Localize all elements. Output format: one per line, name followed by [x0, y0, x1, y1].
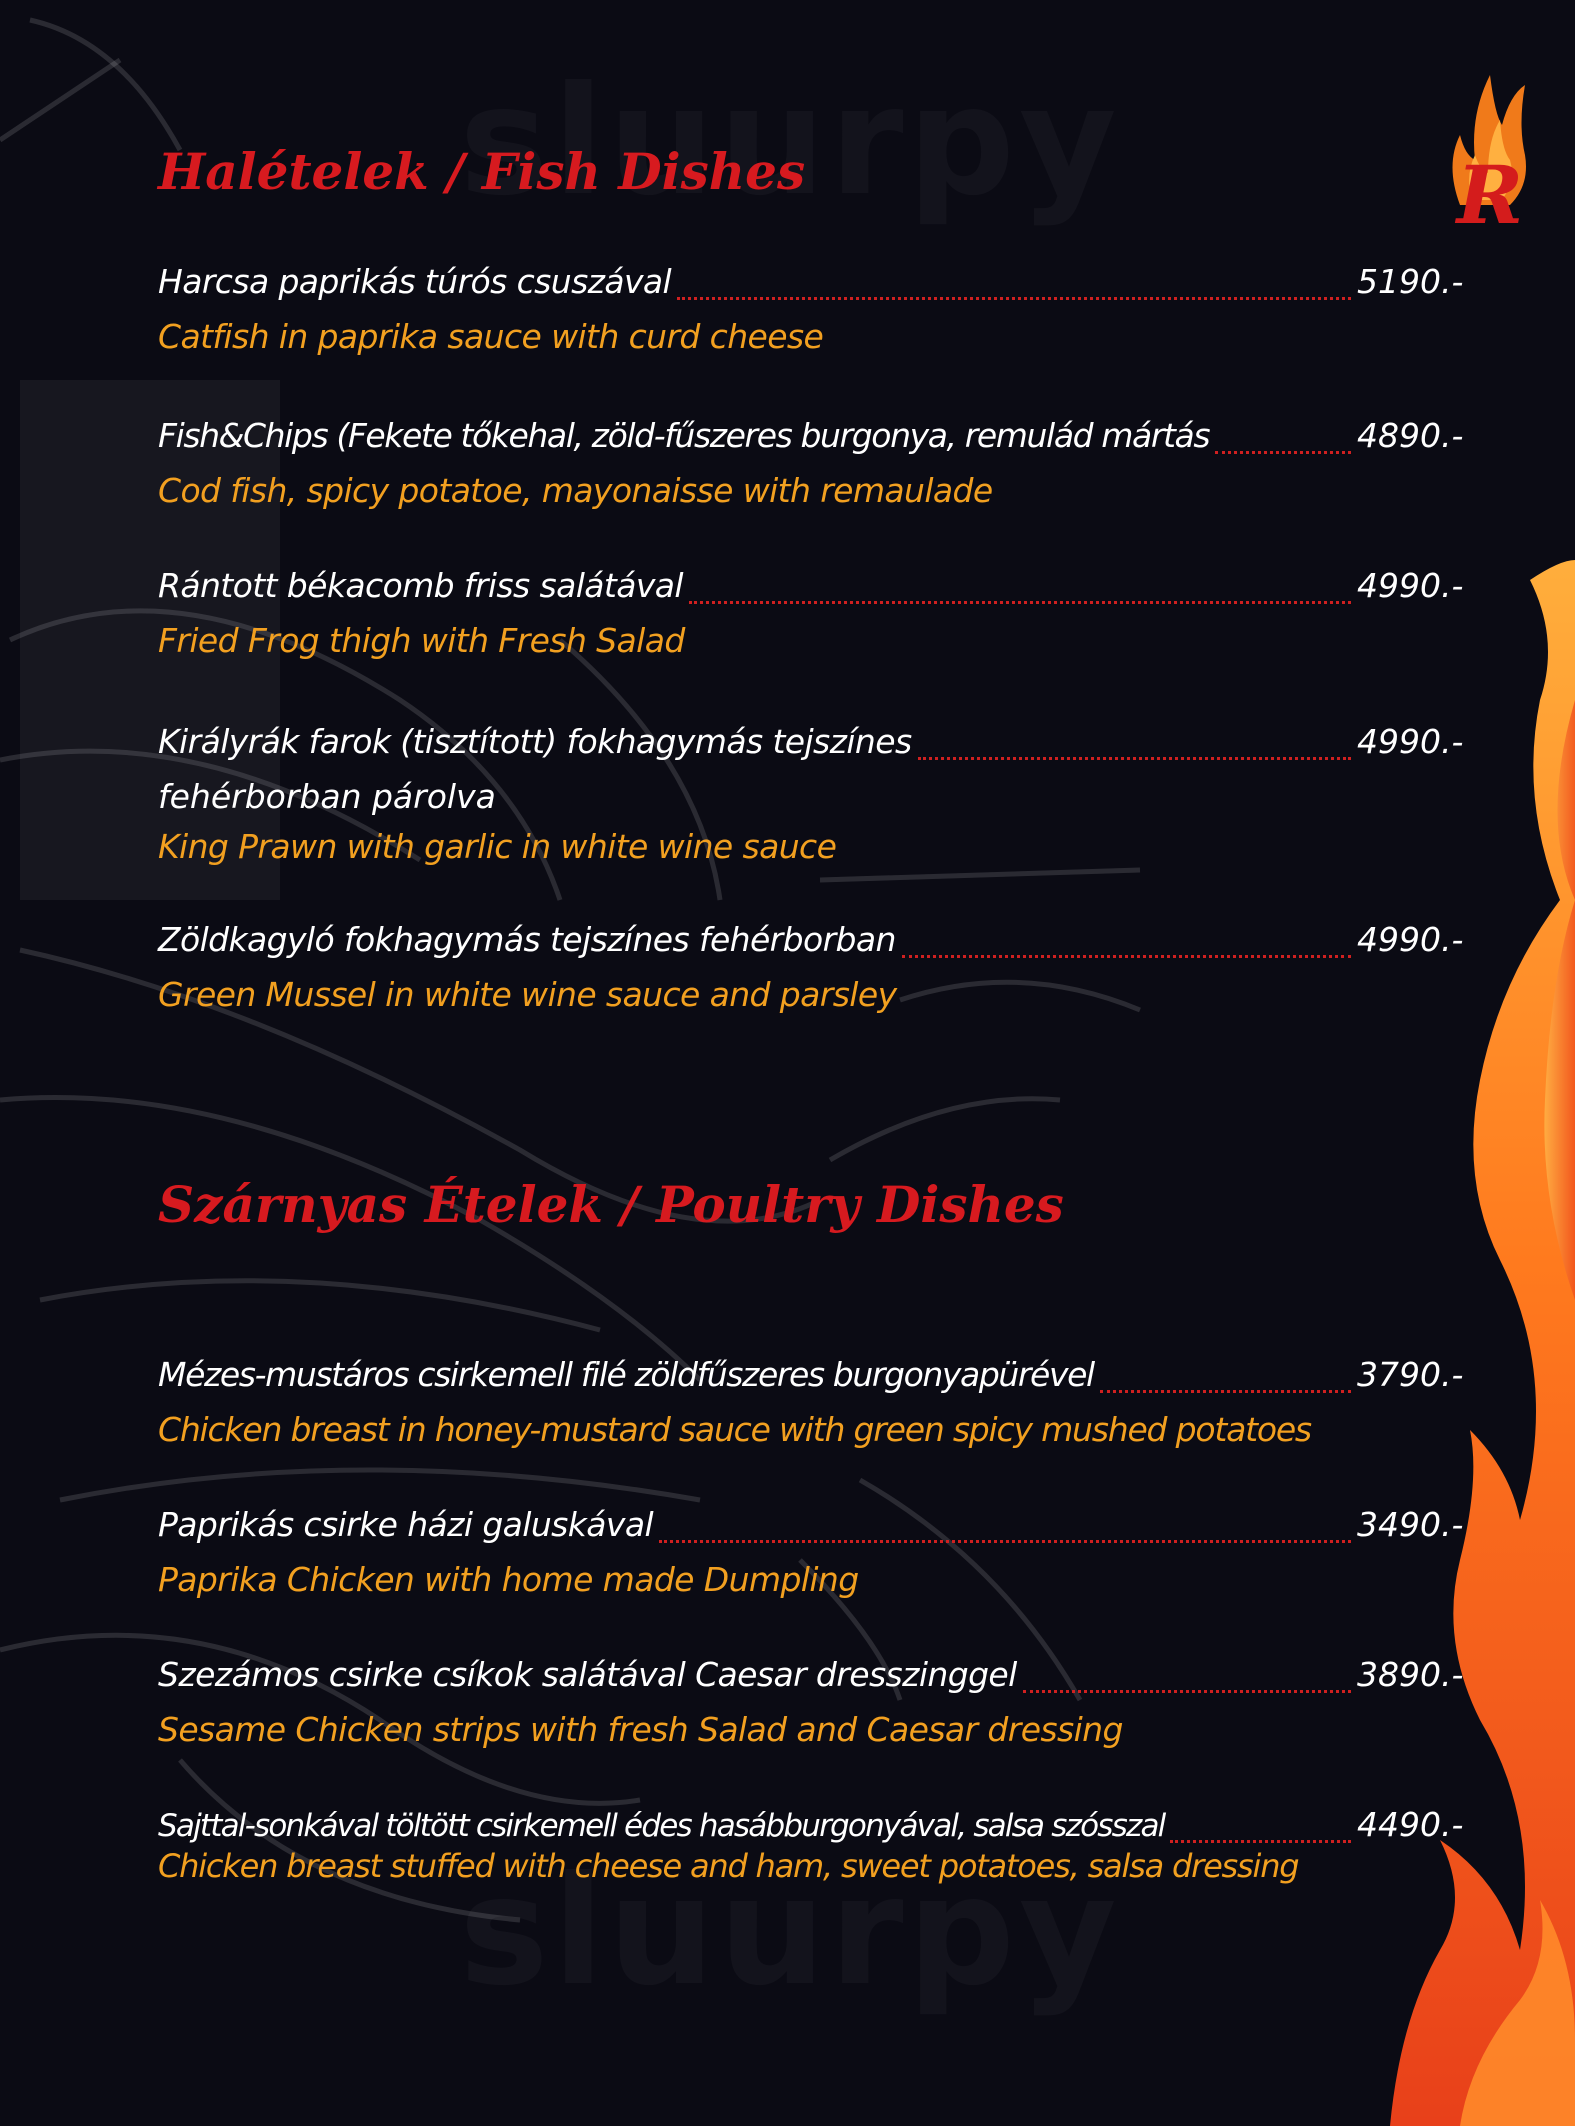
item-translation: Green Mussel in white wine sauce and parsley: [158, 975, 897, 1014]
item-translation: Sesame Chicken strips with fresh Salad and Caesar dressing: [158, 1710, 1123, 1749]
item-name: Zöldkagyló fokhagymás tejszínes fehérborban: [158, 920, 896, 959]
item-translation: Chicken breast in honey-mustard sauce with green spicy mushed potatoes: [158, 1410, 1311, 1449]
item-price: 4990.-: [1357, 566, 1464, 605]
leader-dots: [918, 757, 1351, 760]
item-translation: Chicken breast stuffed with cheese and ham, sweet potatoes, salsa dressing: [158, 1847, 1299, 1885]
leader-dots: [902, 955, 1351, 958]
menu-item: [158, 1355, 1472, 1455]
menu-item: [158, 262, 1472, 362]
item-translation: Cod fish, spicy potatoe, mayonaisse with remaulade: [158, 471, 993, 510]
section-title-poultry: Szárnyas Ételek / Poultry Dishes: [158, 1175, 1064, 1234]
item-translation: Fried Frog thigh with Fresh Salad: [158, 621, 685, 660]
item-name: Szezámos csirke csíkok salátával Caesar dresszinggel: [158, 1655, 1017, 1694]
item-price: 3890.-: [1357, 1655, 1464, 1694]
leader-dots: [1100, 1390, 1351, 1393]
item-name: Fish&Chips (Fekete tőkehal, zöld-fűszeres burgonya, remulád mártás: [158, 416, 1210, 455]
item-name: Mézes-mustáros csirkemell filé zöldfűszeres burgonyapürével: [158, 1355, 1094, 1394]
item-translation: King Prawn with garlic in white wine sauce: [158, 827, 837, 866]
item-translation: Paprika Chicken with home made Dumpling: [158, 1560, 859, 1599]
item-price: 4490.-: [1357, 1805, 1464, 1844]
item-name: Harcsa paprikás túrós csuszával: [158, 262, 672, 301]
logo-letter: R: [1456, 148, 1524, 242]
item-name-continued: fehérborban párolva: [158, 777, 496, 816]
item-name: Királyrák farok (tisztított) fokhagymás tejszínes: [158, 722, 912, 761]
menu-item: [158, 566, 1472, 666]
menu-item: [158, 416, 1472, 516]
item-name: Sajttal-sonkával töltött csirkemell édes hasábburgonyával, salsa szósszal: [158, 1808, 1165, 1844]
item-name: Paprikás csirke házi galuskával: [158, 1505, 654, 1544]
item-name: Rántott békacomb friss salátával: [158, 566, 683, 605]
menu-item: [158, 920, 1472, 1020]
item-price: 4890.-: [1357, 416, 1464, 455]
item-price: 4990.-: [1357, 920, 1464, 959]
leader-dots: [659, 1540, 1351, 1543]
item-price: 4990.-: [1357, 722, 1464, 761]
section-title-fish: Halételek / Fish Dishes: [158, 142, 806, 201]
menu-item: [158, 1655, 1472, 1755]
leader-dots: [1023, 1690, 1351, 1693]
menu-item: [158, 1505, 1472, 1605]
leader-dots: [689, 601, 1351, 604]
item-price: 5190.-: [1357, 262, 1464, 301]
menu-item: [158, 722, 1472, 872]
menu-item: [158, 1805, 1472, 1891]
item-price: 3490.-: [1357, 1505, 1464, 1544]
item-translation: Catfish in paprika sauce with curd cheese: [158, 317, 824, 356]
item-price: 3790.-: [1357, 1355, 1464, 1394]
leader-dots: [1215, 451, 1351, 454]
leader-dots: [677, 297, 1351, 300]
